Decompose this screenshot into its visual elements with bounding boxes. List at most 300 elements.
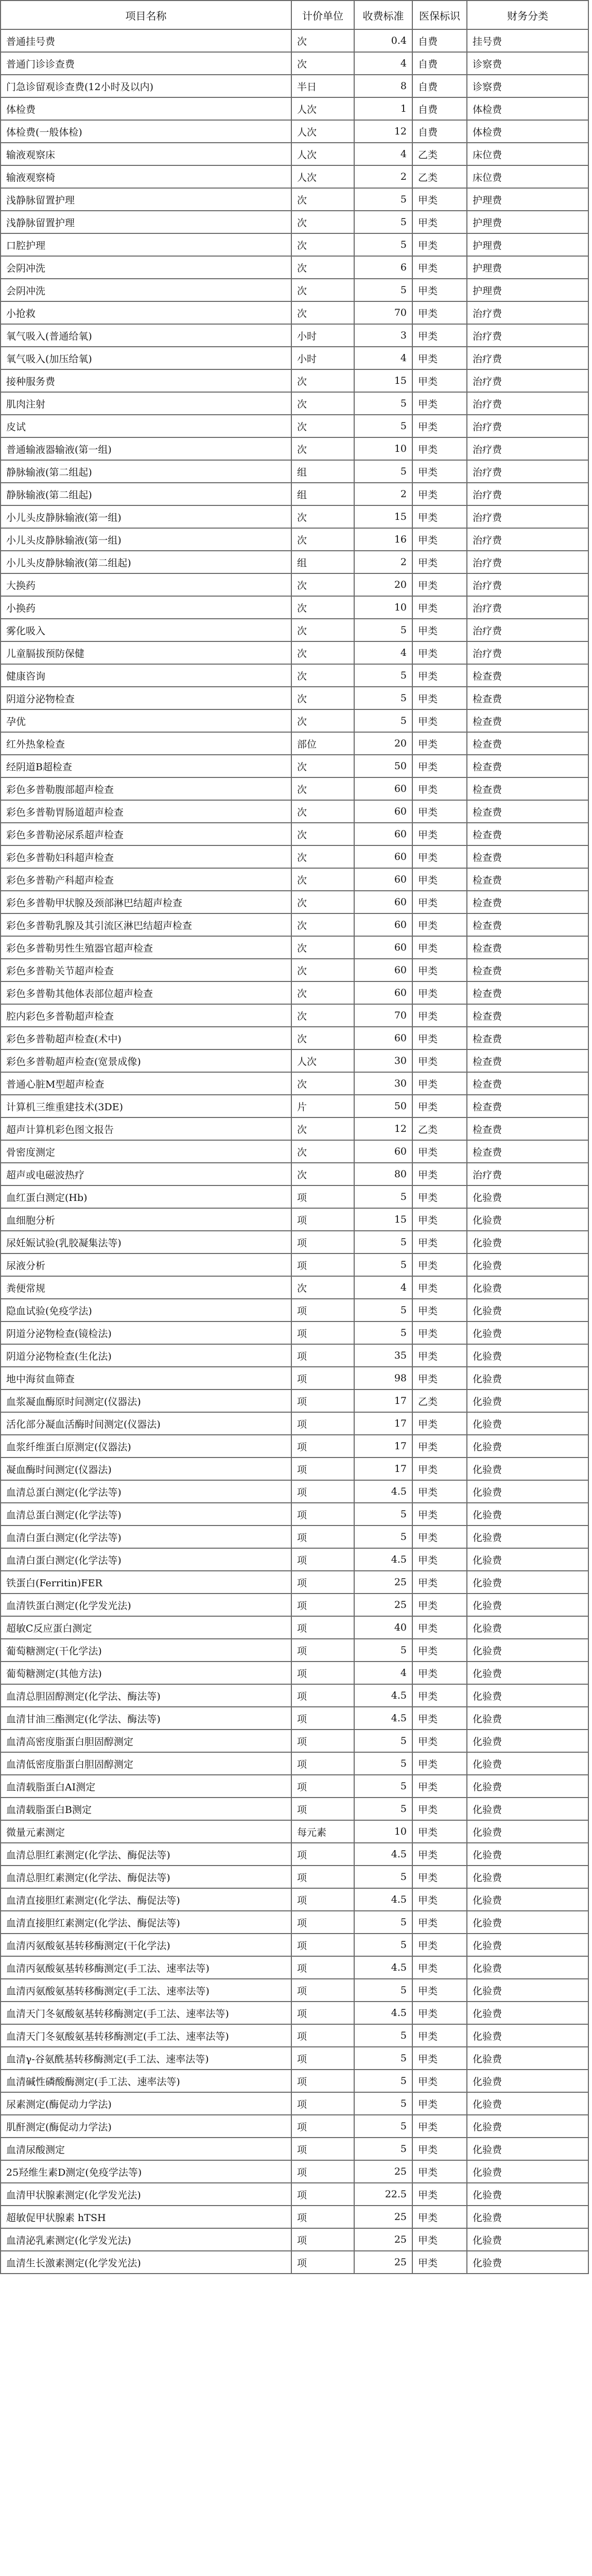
insurance-cell: 甲类 — [412, 1208, 467, 1231]
table-row — [1, 75, 588, 97]
unit-cell: 次 — [291, 415, 354, 437]
item-name-cell: 铁蛋白(Ferritin)FER — [1, 1571, 291, 1594]
unit-cell: 次 — [291, 913, 354, 936]
item-name-cell: 血红蛋白测定(Hb) — [1, 1185, 291, 1208]
unit-cell: 次 — [291, 301, 354, 324]
table-row — [1, 1548, 588, 1571]
unit-cell: 次 — [291, 1276, 354, 1299]
unit-cell: 项 — [291, 1866, 354, 1888]
price-cell: 5 — [354, 1639, 412, 1662]
item-name-cell: 超敏C反应蛋白测定 — [1, 1616, 291, 1639]
table-row — [1, 1480, 588, 1503]
price-cell: 5 — [354, 1866, 412, 1888]
category-cell: 治疗费 — [467, 324, 588, 347]
price-cell: 5 — [354, 1299, 412, 1321]
category-cell: 护理费 — [467, 188, 588, 211]
unit-cell: 人次 — [291, 1049, 354, 1072]
table-row — [1, 188, 588, 211]
header-row — [1, 1, 588, 29]
category-cell: 治疗费 — [467, 596, 588, 619]
price-cell: 4 — [354, 1276, 412, 1299]
unit-cell: 项 — [291, 1843, 354, 1866]
price-cell: 4.5 — [354, 1480, 412, 1503]
category-cell: 护理费 — [467, 233, 588, 256]
unit-cell: 部位 — [291, 732, 354, 755]
price-cell: 20 — [354, 573, 412, 596]
item-name-cell: 儿童膈拔预防保健 — [1, 641, 291, 664]
item-name-cell: 血清载脂蛋白B测定 — [1, 1798, 291, 1820]
insurance-cell: 甲类 — [412, 437, 467, 460]
item-name-cell: 普通心脏M型超声检查 — [1, 1072, 291, 1095]
unit-cell: 项 — [291, 1458, 354, 1480]
unit-cell: 项 — [291, 2092, 354, 2115]
unit-cell: 项 — [291, 1412, 354, 1435]
unit-cell: 次 — [291, 1163, 354, 1185]
table-row — [1, 845, 588, 868]
table-row — [1, 1344, 588, 1367]
price-cell: 5 — [354, 2138, 412, 2160]
insurance-cell: 甲类 — [412, 573, 467, 596]
unit-cell: 次 — [291, 52, 354, 75]
table-row — [1, 1503, 588, 1526]
item-name-cell: 血清总胆固醇测定(化学法、酶法等) — [1, 1684, 291, 1707]
unit-cell: 次 — [291, 528, 354, 551]
unit-cell: 次 — [291, 1004, 354, 1027]
table-row — [1, 165, 588, 188]
insurance-cell: 甲类 — [412, 2160, 467, 2183]
insurance-cell: 甲类 — [412, 1979, 467, 2002]
table-row — [1, 823, 588, 845]
price-cell: 4.5 — [354, 2002, 412, 2024]
category-cell: 检查费 — [467, 891, 588, 913]
unit-cell: 项 — [291, 1684, 354, 1707]
price-cell: 98 — [354, 1367, 412, 1389]
insurance-cell: 甲类 — [412, 732, 467, 755]
item-name-cell: 血清载脂蛋白AⅠ测定 — [1, 1775, 291, 1798]
item-name-cell: 红外热象检查 — [1, 732, 291, 755]
price-cell: 25 — [354, 2206, 412, 2228]
category-cell: 化验费 — [467, 2070, 588, 2092]
table-row — [1, 460, 588, 483]
price-cell: 60 — [354, 936, 412, 959]
item-name-cell: 口腔护理 — [1, 233, 291, 256]
insurance-cell: 甲类 — [412, 1163, 467, 1185]
item-name-cell: 尿液分析 — [1, 1253, 291, 1276]
price-cell: 8 — [354, 75, 412, 97]
category-cell: 检查费 — [467, 1072, 588, 1095]
item-name-cell: 血浆凝血酶原时间测定(仪器法) — [1, 1389, 291, 1412]
category-cell: 化验费 — [467, 1843, 588, 1866]
unit-cell: 项 — [291, 2206, 354, 2228]
category-cell: 化验费 — [467, 2160, 588, 2183]
table-row — [1, 1412, 588, 1435]
item-name-cell: 会阴冲洗 — [1, 279, 291, 301]
price-cell: 12 — [354, 1117, 412, 1140]
unit-cell: 次 — [291, 664, 354, 687]
category-cell: 护理费 — [467, 279, 588, 301]
category-cell: 化验费 — [467, 1684, 588, 1707]
item-name-cell: 超敏促甲状腺素 hTSH — [1, 2206, 291, 2228]
insurance-cell: 甲类 — [412, 936, 467, 959]
insurance-cell: 甲类 — [412, 2115, 467, 2138]
table-row — [1, 1458, 588, 1480]
insurance-cell: 乙类 — [412, 1117, 467, 1140]
category-cell: 化验费 — [467, 1594, 588, 1616]
insurance-cell: 甲类 — [412, 1934, 467, 1956]
table-row — [1, 891, 588, 913]
table-row — [1, 1707, 588, 1730]
unit-cell: 次 — [291, 687, 354, 709]
category-cell: 化验费 — [467, 2206, 588, 2228]
table-row — [1, 528, 588, 551]
table-row — [1, 392, 588, 415]
item-name-cell: 血清丙氨酸氨基转移酶测定(干化学法) — [1, 1934, 291, 1956]
category-cell: 检查费 — [467, 1117, 588, 1140]
price-cell: 5 — [354, 687, 412, 709]
category-cell: 化验费 — [467, 1866, 588, 1888]
unit-cell: 项 — [291, 1979, 354, 2002]
category-cell: 治疗费 — [467, 551, 588, 573]
price-cell: 60 — [354, 1140, 412, 1163]
price-cell: 2 — [354, 551, 412, 573]
table-row — [1, 1594, 588, 1616]
unit-cell: 小时 — [291, 347, 354, 369]
insurance-cell: 甲类 — [412, 1027, 467, 1049]
header-item-name: 项目名称 — [1, 1, 291, 29]
insurance-cell: 自费 — [412, 75, 467, 97]
category-cell: 化验费 — [467, 1662, 588, 1684]
table-row — [1, 596, 588, 619]
unit-cell: 项 — [291, 2160, 354, 2183]
table-row — [1, 1367, 588, 1389]
item-name-cell: 隐血试验(免疫学法) — [1, 1299, 291, 1321]
item-name-cell: 血清天门冬氨酸氨基转移酶测定(手工法、速率法等) — [1, 2002, 291, 2024]
item-name-cell: 氧气吸入(普通给氧) — [1, 324, 291, 347]
category-cell: 检查费 — [467, 1140, 588, 1163]
unit-cell: 次 — [291, 709, 354, 732]
item-name-cell: 小换药 — [1, 596, 291, 619]
insurance-cell: 甲类 — [412, 347, 467, 369]
category-cell: 检查费 — [467, 936, 588, 959]
price-cell: 5 — [354, 1321, 412, 1344]
unit-cell: 次 — [291, 641, 354, 664]
category-cell: 化验费 — [467, 1344, 588, 1367]
table-row — [1, 1208, 588, 1231]
price-cell: 4 — [354, 143, 412, 165]
price-cell: 4.5 — [354, 1707, 412, 1730]
item-name-cell: 25羟维生素D测定(免疫学法等) — [1, 2160, 291, 2183]
insurance-cell: 甲类 — [412, 891, 467, 913]
item-name-cell: 浅静脉留置护理 — [1, 211, 291, 233]
price-cell: 22.5 — [354, 2183, 412, 2206]
unit-cell: 次 — [291, 188, 354, 211]
price-cell: 5 — [354, 709, 412, 732]
item-name-cell: 骨密度测定 — [1, 1140, 291, 1163]
category-cell: 检查费 — [467, 845, 588, 868]
price-cell: 25 — [354, 1571, 412, 1594]
price-cell: 60 — [354, 823, 412, 845]
unit-cell: 人次 — [291, 143, 354, 165]
price-cell: 15 — [354, 369, 412, 392]
category-cell: 检查费 — [467, 981, 588, 1004]
category-cell: 化验费 — [467, 1526, 588, 1548]
item-name-cell: 小儿头皮静脉输液(第一组) — [1, 505, 291, 528]
table-row — [1, 641, 588, 664]
category-cell: 治疗费 — [467, 392, 588, 415]
category-cell: 化验费 — [467, 1730, 588, 1752]
unit-cell: 项 — [291, 1798, 354, 1820]
table-row — [1, 301, 588, 324]
item-name-cell: 血清直接胆红素测定(化学法、酶促法等) — [1, 1911, 291, 1934]
item-name-cell: 彩色多普勒泌尿系超声检查 — [1, 823, 291, 845]
price-cell: 60 — [354, 913, 412, 936]
insurance-cell: 甲类 — [412, 1095, 467, 1117]
price-cell: 2 — [354, 483, 412, 505]
table-row — [1, 1027, 588, 1049]
insurance-cell: 甲类 — [412, 2228, 467, 2251]
category-cell: 护理费 — [467, 256, 588, 279]
table-row — [1, 2160, 588, 2183]
unit-cell: 项 — [291, 2228, 354, 2251]
item-name-cell: 浅静脉留置护理 — [1, 188, 291, 211]
insurance-cell: 自费 — [412, 120, 467, 143]
unit-cell: 次 — [291, 891, 354, 913]
unit-cell: 人次 — [291, 97, 354, 120]
insurance-cell: 甲类 — [412, 1548, 467, 1571]
table-row — [1, 1072, 588, 1095]
table-row — [1, 2024, 588, 2047]
category-cell: 化验费 — [467, 1798, 588, 1820]
table-row — [1, 959, 588, 981]
insurance-cell: 甲类 — [412, 1344, 467, 1367]
table-row — [1, 664, 588, 687]
table-row — [1, 1004, 588, 1027]
table-row — [1, 732, 588, 755]
table-row — [1, 2138, 588, 2160]
category-cell: 化验费 — [467, 2092, 588, 2115]
unit-cell: 次 — [291, 868, 354, 891]
item-name-cell: 尿素测定(酶促动力学法) — [1, 2092, 291, 2115]
price-cell: 5 — [354, 1730, 412, 1752]
insurance-cell: 甲类 — [412, 1798, 467, 1820]
price-cell: 4.5 — [354, 1956, 412, 1979]
insurance-cell: 甲类 — [412, 1707, 467, 1730]
item-name-cell: 皮试 — [1, 415, 291, 437]
price-cell: 5 — [354, 1253, 412, 1276]
item-name-cell: 彩色多普勒产科超声检查 — [1, 868, 291, 891]
price-cell: 60 — [354, 981, 412, 1004]
price-cell: 17 — [354, 1412, 412, 1435]
item-name-cell: 血清泌乳素测定(化学发光法) — [1, 2228, 291, 2251]
item-name-cell: 彩色多普勒其他体表部位超声检查 — [1, 981, 291, 1004]
unit-cell: 次 — [291, 573, 354, 596]
category-cell: 化验费 — [467, 1367, 588, 1389]
insurance-cell: 乙类 — [412, 143, 467, 165]
item-name-cell: 微量元素测定 — [1, 1820, 291, 1843]
unit-cell: 半日 — [291, 75, 354, 97]
unit-cell: 项 — [291, 1911, 354, 1934]
unit-cell: 项 — [291, 1639, 354, 1662]
category-cell: 检查费 — [467, 868, 588, 891]
category-cell: 诊察费 — [467, 75, 588, 97]
unit-cell: 次 — [291, 823, 354, 845]
table-row — [1, 120, 588, 143]
price-cell: 5 — [354, 211, 412, 233]
insurance-cell: 甲类 — [412, 1004, 467, 1027]
category-cell: 治疗费 — [467, 483, 588, 505]
item-name-cell: 普通输液器输液(第一组) — [1, 437, 291, 460]
table-row — [1, 2251, 588, 2274]
unit-cell: 项 — [291, 1662, 354, 1684]
item-name-cell: 血清尿酸测定 — [1, 2138, 291, 2160]
price-cell: 60 — [354, 845, 412, 868]
insurance-cell: 甲类 — [412, 1503, 467, 1526]
item-name-cell: 静脉输液(第二组起) — [1, 483, 291, 505]
price-cell: 4.5 — [354, 1843, 412, 1866]
price-cell: 30 — [354, 1049, 412, 1072]
unit-cell: 项 — [291, 1594, 354, 1616]
insurance-cell: 甲类 — [412, 687, 467, 709]
item-name-cell: 超声计算机彩色图文报告 — [1, 1117, 291, 1140]
category-cell: 治疗费 — [467, 528, 588, 551]
unit-cell: 次 — [291, 959, 354, 981]
price-cell: 70 — [354, 1004, 412, 1027]
unit-cell: 项 — [291, 1548, 354, 1571]
unit-cell: 次 — [291, 29, 354, 52]
insurance-cell: 甲类 — [412, 1140, 467, 1163]
price-cell: 17 — [354, 1458, 412, 1480]
insurance-cell: 甲类 — [412, 2024, 467, 2047]
category-cell: 化验费 — [467, 1548, 588, 1571]
item-name-cell: 门急诊留观诊查费(12小时及以内) — [1, 75, 291, 97]
table-row — [1, 755, 588, 777]
table-row — [1, 233, 588, 256]
item-name-cell: 血清丙氨酸氨基转移酶测定(手工法、速率法等) — [1, 1956, 291, 1979]
insurance-cell: 甲类 — [412, 1458, 467, 1480]
category-cell: 化验费 — [467, 1321, 588, 1344]
unit-cell: 次 — [291, 211, 354, 233]
unit-cell: 项 — [291, 2115, 354, 2138]
item-name-cell: 血清丙氨酸氨基转移酶测定(手工法、速率法等) — [1, 1979, 291, 2002]
insurance-cell: 甲类 — [412, 324, 467, 347]
category-cell: 检查费 — [467, 687, 588, 709]
category-cell: 化验费 — [467, 1571, 588, 1594]
item-name-cell: 血清天门冬氨酸氨基转移酶测定(手工法、速率法等) — [1, 2024, 291, 2047]
item-name-cell: 彩色多普勒乳腺及其引流区淋巴结超声检查 — [1, 913, 291, 936]
table-row — [1, 1662, 588, 1684]
insurance-cell: 自费 — [412, 52, 467, 75]
table-row — [1, 483, 588, 505]
price-cell: 60 — [354, 1027, 412, 1049]
category-cell: 治疗费 — [467, 505, 588, 528]
price-cell: 60 — [354, 959, 412, 981]
price-cell: 25 — [354, 2160, 412, 2183]
table-row — [1, 1888, 588, 1911]
table-row — [1, 687, 588, 709]
price-cell: 15 — [354, 1208, 412, 1231]
header-insurance: 医保标识 — [412, 1, 467, 29]
item-name-cell: 凝血酶时间测定(仪器法) — [1, 1458, 291, 1480]
price-cell: 35 — [354, 1344, 412, 1367]
price-cell: 15 — [354, 505, 412, 528]
table-row — [1, 1752, 588, 1775]
unit-cell: 次 — [291, 619, 354, 641]
category-cell: 化验费 — [467, 1775, 588, 1798]
insurance-cell: 甲类 — [412, 1866, 467, 1888]
price-cell: 4 — [354, 1662, 412, 1684]
unit-cell: 组 — [291, 483, 354, 505]
table-row — [1, 800, 588, 823]
insurance-cell: 甲类 — [412, 256, 467, 279]
item-name-cell: 粪便常规 — [1, 1276, 291, 1299]
item-name-cell: 血浆纤维蛋白原测定(仪器法) — [1, 1435, 291, 1458]
unit-cell: 项 — [291, 1185, 354, 1208]
table-row — [1, 347, 588, 369]
insurance-cell: 甲类 — [412, 528, 467, 551]
category-cell: 化验费 — [467, 2183, 588, 2206]
unit-cell: 项 — [291, 1367, 354, 1389]
price-cell: 10 — [354, 437, 412, 460]
table-row — [1, 1140, 588, 1163]
table-row — [1, 1616, 588, 1639]
price-cell: 5 — [354, 1979, 412, 2002]
unit-cell: 项 — [291, 1888, 354, 1911]
price-cell: 60 — [354, 777, 412, 800]
category-cell: 检查费 — [467, 755, 588, 777]
insurance-cell: 甲类 — [412, 1480, 467, 1503]
unit-cell: 次 — [291, 981, 354, 1004]
category-cell: 检查费 — [467, 1095, 588, 1117]
item-name-cell: 健康咨询 — [1, 664, 291, 687]
unit-cell: 次 — [291, 800, 354, 823]
category-cell: 治疗费 — [467, 460, 588, 483]
table-row — [1, 256, 588, 279]
price-cell: 5 — [354, 2024, 412, 2047]
category-cell: 化验费 — [467, 2047, 588, 2070]
price-cell: 5 — [354, 1934, 412, 1956]
price-cell: 5 — [354, 1798, 412, 1820]
price-cell: 5 — [354, 2092, 412, 2115]
item-name-cell: 小抢救 — [1, 301, 291, 324]
category-cell: 化验费 — [467, 1208, 588, 1231]
insurance-cell: 甲类 — [412, 483, 467, 505]
table-row — [1, 551, 588, 573]
unit-cell: 项 — [291, 1730, 354, 1752]
unit-cell: 次 — [291, 1140, 354, 1163]
item-name-cell: 阴道分泌物检查 — [1, 687, 291, 709]
table-row — [1, 2070, 588, 2092]
category-cell: 检查费 — [467, 732, 588, 755]
category-cell: 化验费 — [467, 2115, 588, 2138]
insurance-cell: 甲类 — [412, 415, 467, 437]
table-row — [1, 1299, 588, 1321]
insurance-cell: 甲类 — [412, 1752, 467, 1775]
category-cell: 化验费 — [467, 1639, 588, 1662]
item-name-cell: 雾化吸入 — [1, 619, 291, 641]
category-cell: 检查费 — [467, 1027, 588, 1049]
unit-cell: 项 — [291, 2024, 354, 2047]
header-unit: 计价单位 — [291, 1, 354, 29]
price-cell: 60 — [354, 868, 412, 891]
price-cell: 16 — [354, 528, 412, 551]
table-row — [1, 913, 588, 936]
table-body — [1, 29, 588, 2274]
insurance-cell: 甲类 — [412, 1435, 467, 1458]
item-name-cell: 孕优 — [1, 709, 291, 732]
price-cell: 5 — [354, 1911, 412, 1934]
item-name-cell: 超声或电磁波热疗 — [1, 1163, 291, 1185]
insurance-cell: 乙类 — [412, 165, 467, 188]
